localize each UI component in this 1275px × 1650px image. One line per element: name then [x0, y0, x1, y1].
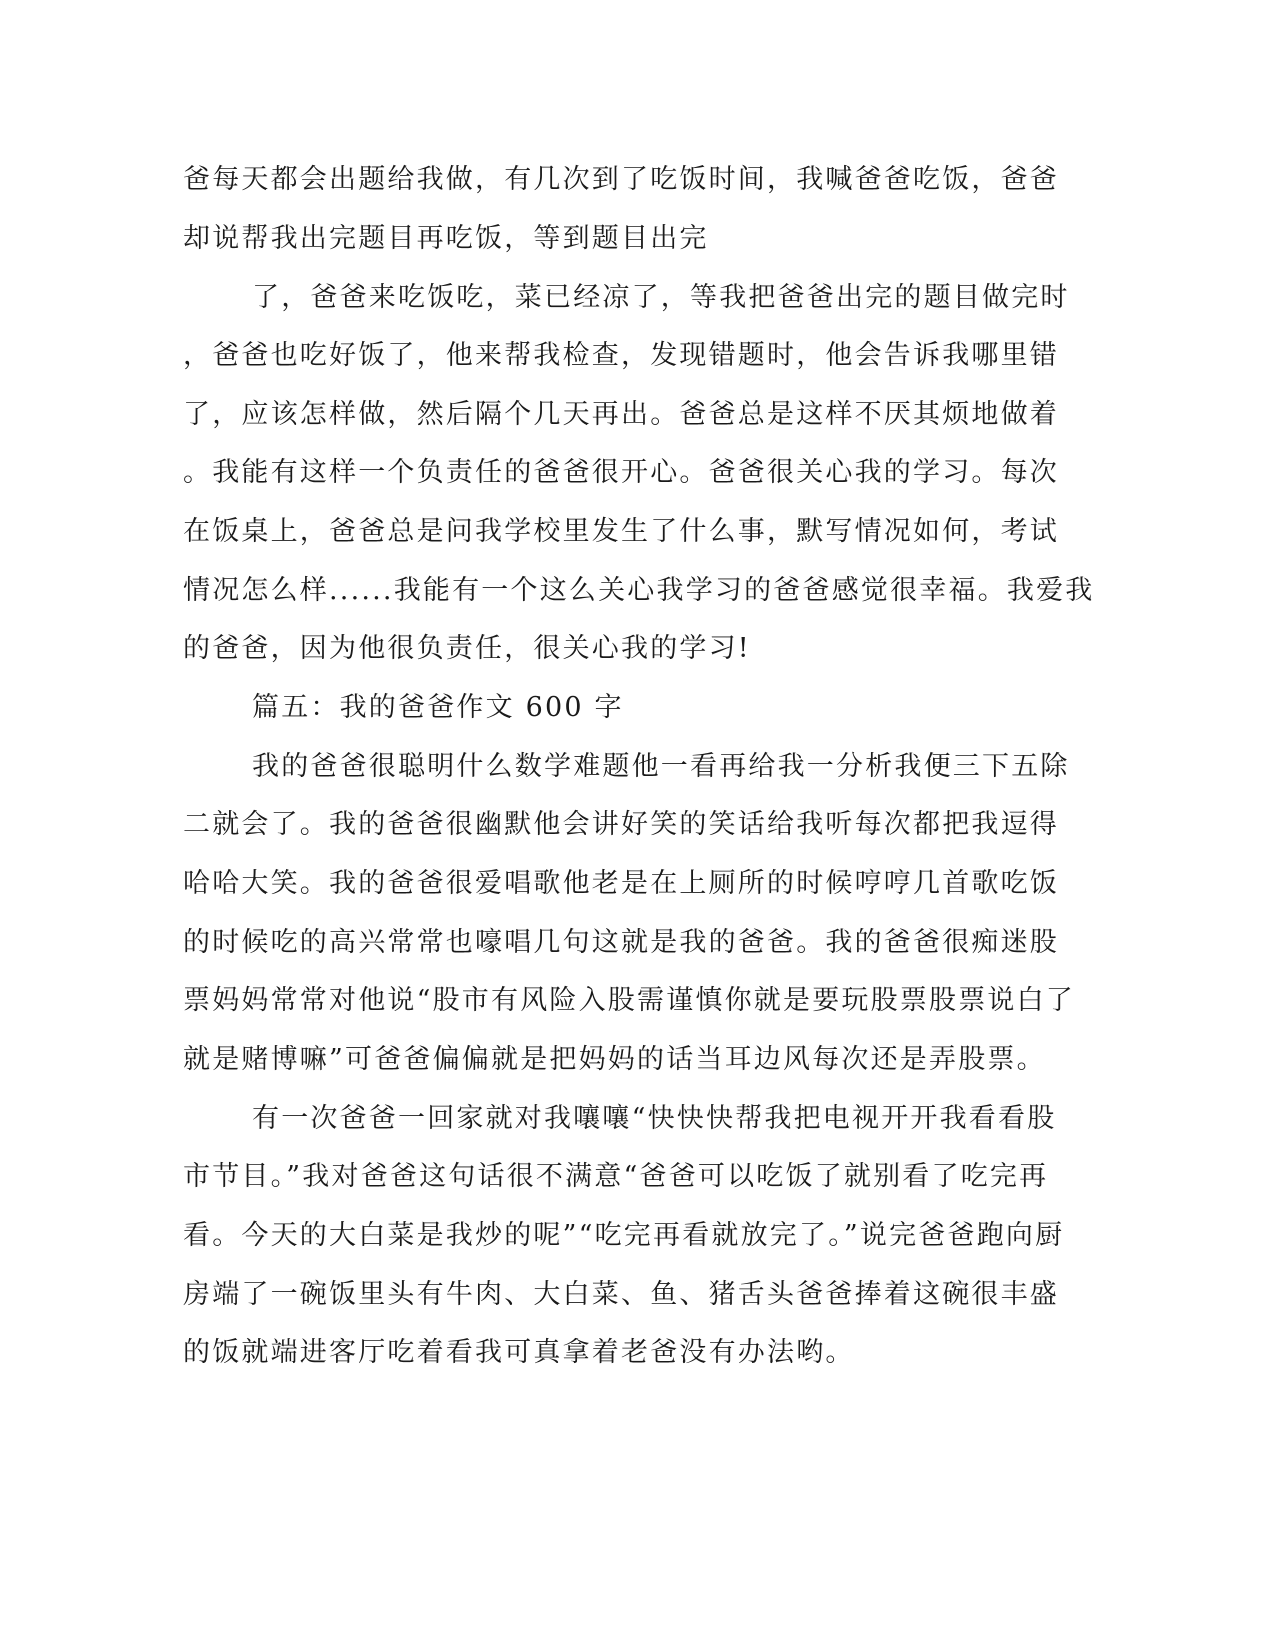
text-line: 的时候吃的高兴常常也嚎唱几句这就是我的爸爸。我的爸爸很痴迷股 — [183, 927, 1059, 958]
text-line: 了，爸爸来吃饭吃，菜已经凉了，等我把爸爸出完的题目做完时 — [252, 282, 1070, 313]
text-line: 哈哈大笑。我的爸爸很爱唱歌他老是在上厕所的时候哼哼几首歌吃饭 — [183, 868, 1059, 899]
text-line: 爸每天都会出题给我做，有几次到了吃饭时间，我喊爸爸吃饭，爸爸 — [183, 164, 1059, 195]
text-line: 市节目。”我对爸爸这句话很不满意“爸爸可以吃饭了就别看了吃完再 — [183, 1161, 1049, 1192]
text-line: 票妈妈常常对他说“股市有风险入股需谨慎你就是要玩股票股票说白了 — [183, 985, 1076, 1016]
text-line: ，爸爸也吃好饭了，他来帮我检查，发现错题时，他会告诉我哪里错 — [183, 340, 1059, 371]
text-line: 二就会了。我的爸爸很幽默他会讲好笑的笑话给我听每次都把我逗得 — [183, 809, 1059, 840]
text-line: 我的爸爸很聪明什么数学难题他一看再给我一分析我便三下五除 — [252, 751, 1070, 782]
text-line: 了，应该怎样做，然后隔个几天再出。爸爸总是这样不厌其烦地做着 — [183, 399, 1059, 430]
text-line: 就是赌博嘛”可爸爸偏偏就是把妈妈的话当耳边风每次还是弄股票。 — [183, 1044, 1046, 1075]
text-line: 的爸爸，因为他很负责任，很关心我的学习! — [183, 633, 751, 664]
text-line: 有一次爸爸一回家就对我嚷嚷“快快快帮我把电视开开我看看股 — [252, 1103, 1057, 1134]
text-line: 却说帮我出完题目再吃饭，等到题目出完 — [183, 223, 709, 254]
text-line: 。我能有这样一个负责任的爸爸很开心。爸爸很关心我的学习。每次 — [183, 457, 1059, 488]
text-line: 的饭就端进客厅吃着看我可真拿着老爸没有办法哟。 — [183, 1337, 855, 1368]
text-line: 看。今天的大白菜是我炒的呢”“吃完再看就放完了。”说完爸爸跑向厨 — [183, 1220, 1065, 1251]
section-heading: 篇五：我的爸爸作文 600 字 — [252, 692, 624, 723]
text-line: 房端了一碗饭里头有牛肉、大白菜、鱼、猪舌头爸爸捧着这碗很丰盛 — [183, 1279, 1059, 1310]
text-line: 在饭桌上，爸爸总是问我学校里发生了什么事，默写情况如何，考试 — [183, 516, 1059, 547]
text-line: 情况怎么样......我能有一个这么关心我学习的爸爸感觉很幸福。我爱我 — [183, 575, 1095, 606]
